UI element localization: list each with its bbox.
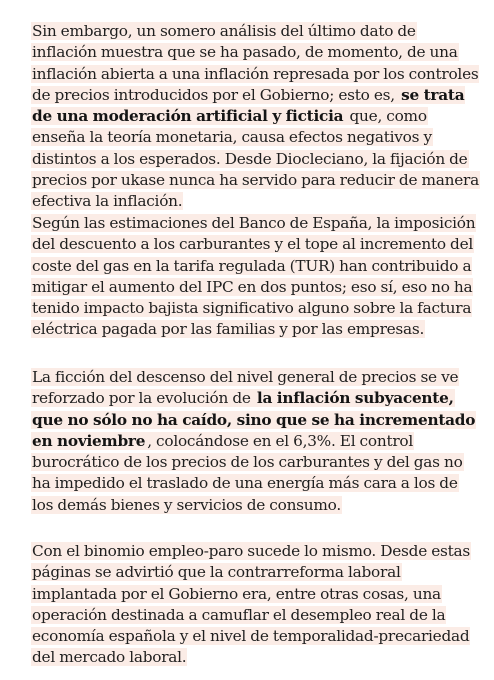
article-paragraph-1: [31, 21, 479, 213]
article-paragraph-4: [31, 541, 479, 669]
paragraph-3-bold-text: la inflación subyacente, que no sólo no ha caído, sino que se ha incrementado en noviembre: [32, 389, 476, 450]
paragraph-1-text-before: Sin embargo, un somero análisis del último dato de inflación muestra que se ha pasado, de momento, de una inflación abierta a una inflación represada por los controles de precios introducidos por el Gobierno; esto es,: [32, 22, 479, 104]
paragraph-3-text-after: , colocándose en el 6,3%. El control burocrático de los precios de los carburantes y del gas no ha impedido el traslado de una energía más cara a los de los demás bienes y servicios de consumo.: [32, 431, 463, 514]
paragraph-2-text: Según las estimaciones del Banco de España, la imposición del descuento a los carburantes y el tope al incremento del coste del gas en la tarifa regulada (TUR) han contribuido a mitigar el aumento del IPC en dos puntos; eso sí, eso no ha tenido impacto bajista significativo alguno sobre la factura eléctrica pagada por las familias y por las empresas.: [32, 214, 476, 339]
paragraph-3-text-before: La ficción del descenso del nivel general de precios se ve reforzado por la evolución de: [32, 368, 459, 408]
paragraph-1-text-after: que, como enseña la teoría monetaria, causa efectos negativos y distintos a los esperados. Desde Diocleciano, la fijación de precios por ukase nunca ha servido para reducir de manera efectiva la inflación.: [32, 107, 479, 211]
article-paragraph-2: [31, 213, 479, 341]
article-paragraph-3: [31, 367, 479, 516]
paragraph-4-text: Con el binomio empleo-paro sucede lo mismo. Desde estas páginas se advirtió que la contrarreforma laboral implantada por el Gobierno era, entre otras cosas, una operación destinada a camuflar el desempleo real de la economía española y el nivel de temporalidad-precariedad del mercado laboral.: [32, 542, 470, 667]
paragraph-1-bold-text: se trata de una moderación artificial y ficticia: [32, 85, 465, 126]
